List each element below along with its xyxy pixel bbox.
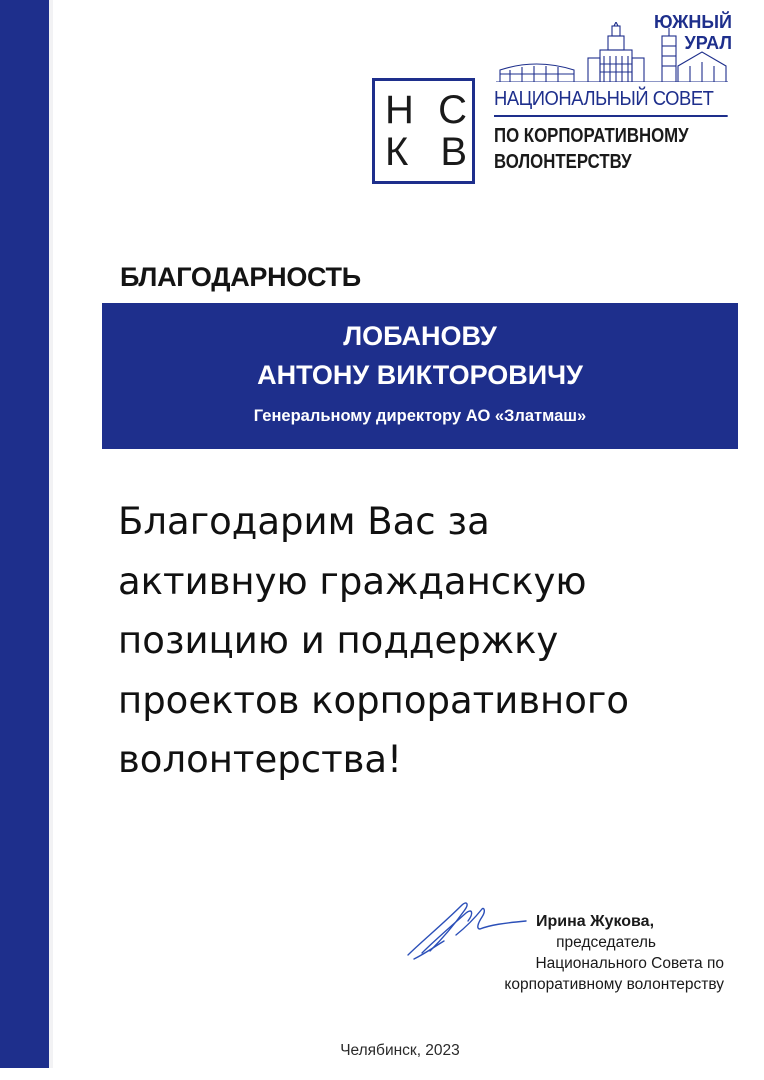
logo-letter: К [385, 130, 411, 174]
message-line: позицию и поддержку [118, 619, 559, 662]
recipient-surname: ЛОБАНОВУ [343, 321, 497, 351]
signatory-block [436, 911, 724, 995]
page-edge [49, 0, 53, 1068]
recipient-given-names: АНТОНУ ВИКТОРОВИЧУ [257, 360, 583, 390]
message-line: волонтерства! [118, 738, 402, 781]
org-name-line-1: НАЦИОНАЛЬНЫЙ СОВЕТ [494, 88, 728, 117]
signatory-org-line-1: Национального Совета по [535, 955, 724, 972]
logo-letter: В [440, 130, 469, 174]
message-line: Благодарим Вас за [118, 500, 490, 543]
city-skyline-illustration [496, 22, 728, 82]
region-line-1: ЮЖНЫЙ [654, 12, 732, 32]
recipient-banner [102, 303, 738, 449]
signatory-org-line-2: корпоративному волонтерству [504, 976, 724, 993]
gratitude-message [118, 492, 718, 790]
message-line: активную гражданскую [118, 559, 587, 603]
organization-name [494, 88, 734, 175]
place-and-year: Челябинск, 2023 [340, 1042, 460, 1059]
logo-letters-bottom [385, 132, 469, 172]
document-title: БЛАГОДАРНОСТЬ [120, 262, 361, 292]
logo-letters-top [385, 90, 469, 130]
nskv-logo [372, 78, 475, 184]
message-line: проектов корпоративного [118, 678, 629, 722]
signatory-role: председатель [556, 934, 656, 951]
logo-letter: С [438, 88, 469, 132]
org-name-line-3: ВОЛОНТЕРСТВУ [494, 151, 632, 173]
recipient-position: Генеральному директору АО «Златмаш» [253, 407, 587, 425]
region-line-2: УРАЛ [684, 33, 732, 53]
signatory-name: Ирина Жукова, [536, 913, 655, 930]
decorative-side-stripe [0, 0, 49, 1068]
logo-letter: Н [385, 88, 416, 132]
org-name-line-2: ПО КОРПОРАТИВНОМУ [494, 125, 689, 147]
